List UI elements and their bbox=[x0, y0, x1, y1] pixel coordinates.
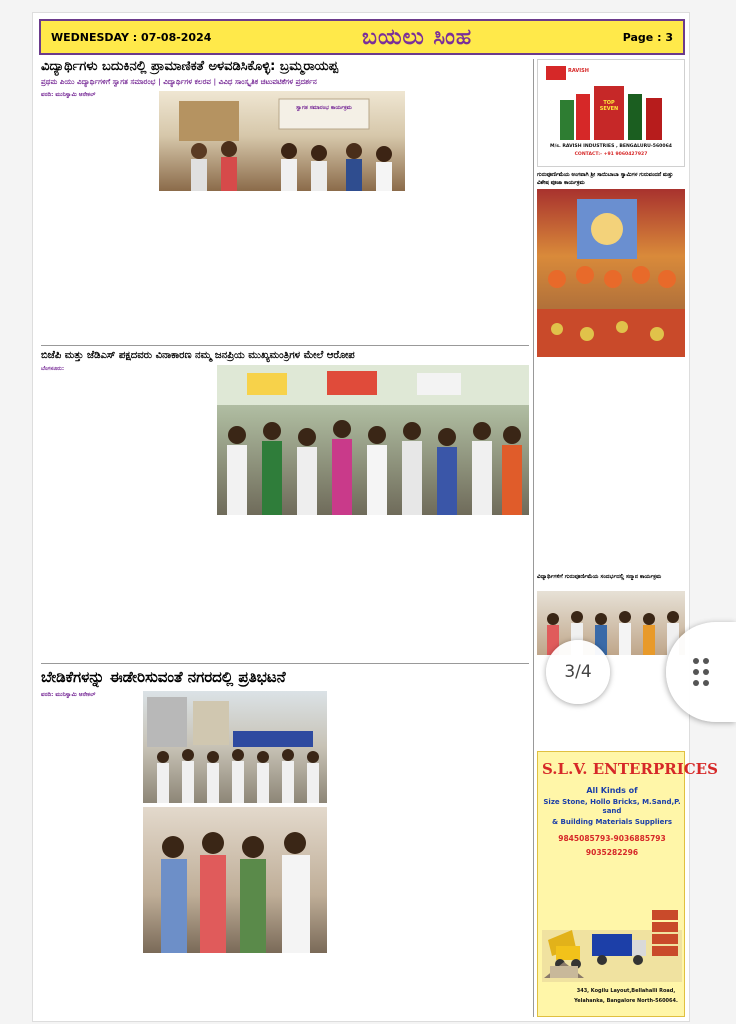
story3-photo-1-art bbox=[143, 691, 327, 803]
story3-photo-2-art bbox=[143, 807, 327, 953]
story3-photo-1 bbox=[143, 691, 327, 803]
story3-column-2 bbox=[143, 957, 327, 1017]
story1-column-5 bbox=[411, 91, 529, 341]
story3-column-5 bbox=[467, 691, 529, 1017]
slv-address1: 343, Kogilu Layout,Bellahalli Road, bbox=[576, 988, 676, 994]
story1-column-1 bbox=[41, 91, 155, 341]
story1-photo bbox=[159, 91, 405, 191]
page-indicator[interactable]: 3/4 bbox=[546, 640, 610, 704]
slv-line3: & Building Materials Suppliers bbox=[551, 818, 673, 826]
story1-banner-text: ಸ್ವಾಗತ ಸಮಾರಂಭ ಕಾರ್ಯಕ್ರಮ bbox=[296, 105, 352, 111]
story1-column-2 bbox=[159, 195, 239, 341]
ravish-logo-icon bbox=[546, 66, 566, 80]
ravish-ad bbox=[537, 59, 685, 167]
story3-column-4 bbox=[399, 691, 463, 1017]
story2-photo-art bbox=[217, 365, 529, 515]
story1-headline: ವಿದ್ಯಾರ್ಥಿಗಳು ಬದುಕಿನಲ್ಲಿ ಪ್ರಾಮಾಣಿಕತೆ ಅಳವಡಿಸಿಕೊಳ್ಳಿ: ಬ್ರಮ್ಮರಾಯಪ್ಪ bbox=[41, 59, 339, 74]
story2-photo bbox=[217, 365, 529, 515]
sidebar-story-a-photo bbox=[537, 189, 685, 357]
masthead-date: WEDNESDAY : 07-08-2024 bbox=[51, 30, 212, 44]
story1-column-4 bbox=[327, 195, 407, 341]
story3-headline: ಬೇಡಿಕೆಗಳನ್ನು ಈಡೇರಿಸುವಂತೆ ನಗರದಲ್ಲಿ ಪ್ರತಿಭಟನೆ bbox=[41, 668, 286, 686]
ravish-address: M/s. RAVISH INDUSTRIES , BENGALURU-560064 bbox=[550, 144, 672, 149]
story3-dateline: ವರದಿ: ಮುನಿಸ್ವಾಮಿ ಆನೇಕಲ್ bbox=[41, 692, 96, 698]
story3-column-3 bbox=[331, 691, 395, 1017]
story2-headline: ಬಿಜೆಪಿ ಮತ್ತು ಜೆಡಿಎಸ್ ಪಕ್ಷದವರು ವಿನಾಕಾರಣ ನಮ್ಮ ಜನಪ್ರಿಯ ಮುಖ್ಯಮಂತ್ರಿಗಳ ಮೇಲೆ ಆರೋಪ bbox=[41, 350, 355, 361]
slv-line1: All Kinds of bbox=[586, 786, 638, 795]
story1-subhead: ಪ್ರಥಮ ಪಿಯು ವಿದ್ಯಾರ್ಥಿಗಳಿಗೆ ಸ್ವಾಗತ ಸಮಾರಂಭ | ವಿದ್ಯಾರ್ಥಿಗಳ ಕಲರವ | ವಿವಿಧ ಸಾಂಸ್ಕೃತಿಕ ಚಟುವಟಿಕೆಗಳ ಪ್ರದರ್ಶನ bbox=[41, 77, 317, 86]
story2-column-4 bbox=[323, 519, 423, 659]
masthead bbox=[39, 19, 685, 55]
divider bbox=[41, 663, 529, 664]
story1-dateline: ವರದಿ: ಮುನಿಸ್ವಾಮಿ ಆನೇಕಲ್ bbox=[41, 92, 96, 98]
sidebar-divider bbox=[533, 59, 534, 1017]
ravish-contact: CONTACT:- +91 9060427927 bbox=[574, 152, 648, 157]
story2-column-5 bbox=[429, 519, 529, 659]
sidebar-story-a-text bbox=[537, 361, 685, 569]
slv-name: S.L.V. ENTERPRICES bbox=[542, 760, 718, 778]
slv-phone1: 9845085793-9036885793 bbox=[558, 834, 666, 843]
story3-column-1 bbox=[41, 691, 139, 1017]
masthead-page-number: Page : 3 bbox=[622, 30, 673, 44]
newspaper-page bbox=[32, 12, 718, 1022]
ravish-products-icon bbox=[558, 84, 668, 142]
sidebar-story-a-photo-art bbox=[537, 189, 685, 357]
slv-phone2: 9035282296 bbox=[585, 848, 639, 857]
dots-grid-icon bbox=[692, 657, 712, 687]
story3-photo-2 bbox=[143, 807, 327, 953]
slv-ad bbox=[537, 751, 718, 1017]
story1-column-3 bbox=[243, 195, 323, 341]
story2-dateline: ಬೆಂಗಳೂರು: bbox=[41, 366, 65, 372]
slv-line2: Size Stone, Hollo Bricks, M.Sand,P. sand bbox=[543, 798, 681, 815]
sidebar-story-b-headline: ವಿದ್ಯಾರ್ಥಿಗಳಿಗೆ ಗುರುಪೂರ್ಣಿಮೆಯ ಸಂದರ್ಭದಲ್ಲಿ ಸನ್ಮಾನ ಕಾರ್ಯಕ್ರಮ bbox=[537, 574, 662, 580]
story2-column-1 bbox=[41, 365, 125, 659]
masthead-title: ಬಯಲು ಸಿಂಹ bbox=[362, 24, 473, 50]
sidebar-story-a-headline: ಗುರುಪೂರ್ಣಿಮೆಯ ಅಂಗವಾಗಿ ಶ್ರೀ ಸಾಯಿಬಾಬಾ ಸ್ವಾಮಿಗಳ ಗುರುವಂದನೆ ಮತ್ತು ವಿಶೇಷ ಪೂಜಾ ಕಾರ್ಯಕ್ರಮ bbox=[537, 172, 674, 186]
divider bbox=[41, 345, 529, 346]
ravish-brand: RAVISH bbox=[568, 68, 589, 74]
story2-column-3 bbox=[217, 519, 317, 659]
ravish-product-label: TOP SEVEN bbox=[599, 100, 619, 112]
story2-column-2 bbox=[129, 365, 213, 659]
construction-equipment-icon bbox=[542, 870, 682, 982]
slv-address2: Yelahanka, Bangalore North-560064. bbox=[574, 998, 678, 1004]
